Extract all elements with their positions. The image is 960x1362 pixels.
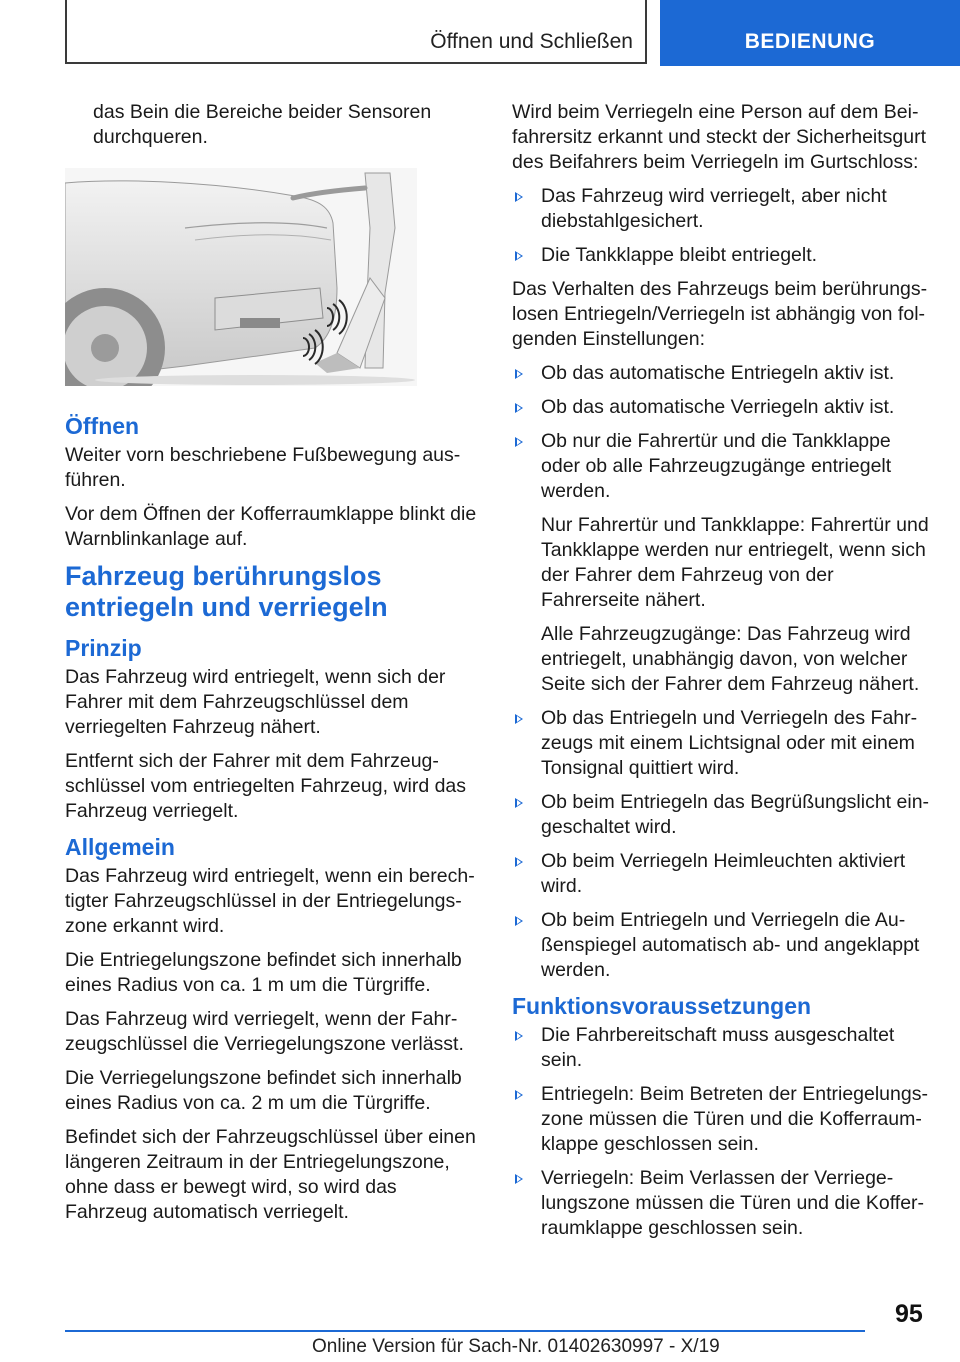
paragraph: Weiter vorn beschriebene Fußbewegung ausführen. xyxy=(65,444,461,491)
heading-prinzip: Prinzip xyxy=(65,635,142,661)
triangle-bullet-icon xyxy=(515,437,523,447)
list-item: Verriegeln: Beim Verlassen der Verriegelungszone müssen die Türen und die Kofferraumklappe geschlossen sein. xyxy=(512,1166,930,1241)
triangle-bullet-icon xyxy=(515,916,523,926)
right-column xyxy=(512,100,930,1250)
chapter-tab[interactable]: BEDIENUNG xyxy=(660,0,960,66)
heading-allgemein: Allgemein xyxy=(65,834,175,860)
triangle-bullet-icon xyxy=(515,251,523,261)
triangle-bullet-icon xyxy=(515,798,523,808)
paragraph: Wird beim Verriegeln eine Person auf dem Beifahrersitz erkannt und steckt der Sicherheitsgurt des Beifahrers beim Verriegeln im Gurtschloss: xyxy=(512,101,927,173)
illustration-kick-sensor xyxy=(65,168,417,386)
list-item: Ob das Entriegeln und Verriegeln des Fahrzeugs mit einem Lichtsignal oder mit einem Tonsignal quittiert wird. xyxy=(512,706,930,781)
triangle-bullet-icon xyxy=(515,1174,523,1184)
list-item: Ob das automatische Verriegeln aktiv ist. xyxy=(512,395,930,420)
heading-main: Fahrzeug berührungslos entriegeln und verriegeln xyxy=(65,561,388,622)
list-item: Das Fahrzeug wird verriegelt, aber nicht diebstahlgesichert. xyxy=(512,184,930,234)
list-item: Ob beim Entriegeln und Verriegeln die Außenspiegel automatisch ab- und angeklappt werden. xyxy=(512,908,930,983)
paragraph: Vor dem Öffnen der Kofferraumklappe blinkt die Warnblinkanlage auf. xyxy=(65,503,477,550)
left-column xyxy=(65,100,480,1234)
paragraph: Das Fahrzeug wird entriegelt, wenn ein berechtigter Fahrzeugschlüssel in der Entriegelungszone erkannt wird. xyxy=(65,865,475,937)
paragraph: Entfernt sich der Fahrer mit dem Fahrzeugschlüssel vom entriegelten Fahrzeug, wird das Fahrzeug verriegelt. xyxy=(65,750,467,822)
triangle-bullet-icon xyxy=(515,403,523,413)
paragraph: Das Fahrzeug wird entriegelt, wenn sich der Fahrer mit dem Fahrzeugschlüssel dem verriegelten Fahrzeug nähert. xyxy=(65,666,446,738)
triangle-bullet-icon xyxy=(515,1031,523,1041)
list-item: Entriegeln: Beim Betreten der Entriegelungszone müssen die Türen und die Kofferraumklappe geschlossen sein. xyxy=(512,1082,930,1157)
triangle-bullet-icon xyxy=(515,857,523,867)
bullet-list xyxy=(512,361,930,983)
paragraph: Die Verriegelungszone befindet sich innerhalb eines Radius von ca. 2 m um die Türgriffe. xyxy=(65,1067,462,1114)
bullet-list xyxy=(512,184,930,268)
paragraph: Das Verhalten des Fahrzeugs beim berührungslosen Entriegeln/Verriegeln ist abhängig von folgenden Einstellungen: xyxy=(512,278,928,350)
triangle-bullet-icon xyxy=(515,192,523,202)
heading-funktionsvoraussetzungen: Funktionsvoraussetzungen xyxy=(512,993,812,1019)
paragraph: Die Entriegelungszone befindet sich innerhalb eines Radius von ca. 1 m um die Türgriffe. xyxy=(65,949,462,996)
section-title: Öffnen und Schließen xyxy=(65,0,647,64)
list-item: Die Fahrbereitschaft muss ausgeschaltet sein. xyxy=(512,1023,930,1073)
heading-oeffnen: Öffnen xyxy=(65,413,140,439)
list-item: Ob nur die Fahrertür und die Tankklappe oder ob alle Fahrzeugzugänge entriegelt werden. Nur Fahrertür und Tankklappe: Fahrertür und Tankklappe werden nur entriegelt, wenn sich der Fahrer dem Fahrzeug von der Fahrerseite nähert. Alle Fahrzeugzugänge: Das Fahrzeug wird entriegelt, unabhängig davon, von welcher Seite sich der Fahrer dem Fahrzeug nähert. xyxy=(512,429,930,697)
sub-paragraph: Alle Fahrzeugzugänge: Das Fahrzeug wird entriegelt, unabhängig davon, von welcher Seite sich der Fahrer dem Fahrzeug nähert. xyxy=(541,623,920,695)
list-item: Ob das automatische Entriegeln aktiv ist. xyxy=(512,361,930,386)
intro-text: das Bein die Bereiche beider Sensoren durchqueren. xyxy=(93,101,432,148)
bullet-list xyxy=(512,1023,930,1241)
page-number: 95 xyxy=(895,1300,923,1328)
footer-online-version: Online Version für Sach-Nr. 01402630997 - X/19 xyxy=(312,1336,720,1357)
paragraph: Befindet sich der Fahrzeugschlüssel über einen längeren Zeitraum in der Entriegelungszone, ohne dass er bewegt wird, so wird das Fahrzeug automatisch verriegelt. xyxy=(65,1126,476,1223)
footer-divider xyxy=(65,1330,865,1332)
page-header xyxy=(0,0,960,66)
paragraph: Das Fahrzeug wird verriegelt, wenn der Fahrzeugschlüssel die Verriegelungszone verlässt. xyxy=(65,1008,464,1055)
list-item: Ob beim Verriegeln Heimleuchten aktiviert wird. xyxy=(512,849,930,899)
triangle-bullet-icon xyxy=(515,714,523,724)
triangle-bullet-icon xyxy=(515,1090,523,1100)
sub-paragraph: Nur Fahrertür und Tankklappe: Fahrertür und Tankklappe werden nur entriegelt, wenn sich der Fahrer dem Fahrzeug von der Fahrerseite nähert. xyxy=(541,514,929,611)
list-item: Die Tankklappe bleibt entriegelt. xyxy=(512,243,930,268)
list-item: Ob beim Entriegeln das Begrüßungslicht eingeschaltet wird. xyxy=(512,790,930,840)
triangle-bullet-icon xyxy=(515,369,523,379)
